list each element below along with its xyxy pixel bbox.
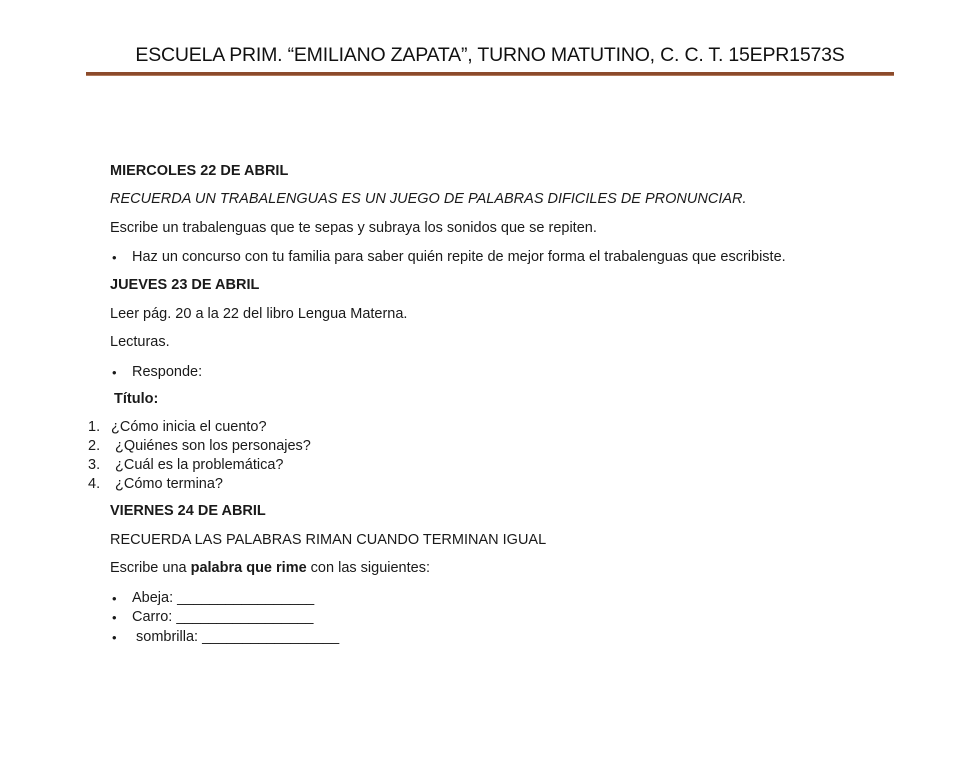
question-text: ¿Cuál es la problemática? [115,457,284,473]
instruction-post: con las siguientes: [306,560,430,576]
header-divider [86,72,894,76]
wednesday-bullet-text: Haz un concurso con tu familia para saber quién repite de mejor forma el trabalenguas que escribiste. [132,249,786,265]
thursday-bullet-text: Responde: [132,364,203,380]
question-number: 3. [88,457,101,473]
question-text: ¿Cómo inicia el cuento? [111,419,267,435]
friday-title: VIERNES 24 DE ABRIL [110,503,266,519]
question-text: ¿Cómo termina? [115,476,223,492]
school-header: ESCUELA PRIM. “EMILIANO ZAPATA”, TURNO MATUTINO, C. C. T. 15EPR1573S [135,44,845,66]
question-number: 2. [88,438,101,454]
friday-reminder: RECUERDA LAS PALABRAS RIMAN CUANDO TERMINAN IGUAL [110,532,547,548]
friday-instruction [110,560,430,576]
bullet-marker: • [112,610,117,625]
rhyme-item: Carro: _________________ [132,609,314,625]
wednesday-reminder: RECUERDA UN TRABALENGUAS ES UN JUEGO DE PALABRAS DIFICILES DE PRONUNCIAR. [110,191,747,207]
thursday-title: JUEVES 23 DE ABRIL [110,277,260,293]
rhyme-item: Abeja: _________________ [132,590,315,606]
bullet-marker: • [112,630,117,645]
question-number: 4. [88,476,101,492]
wednesday-title: MIERCOLES 22 DE ABRIL [110,163,289,179]
wednesday-instruction: Escribe un trabalenguas que te sepas y subraya los sonidos que se repiten. [110,220,597,236]
bullet-marker: • [112,365,117,380]
instruction-pre: Escribe una [110,560,191,576]
question-text: ¿Quiénes son los personajes? [115,438,311,454]
bullet-marker: • [112,591,117,606]
titulo-label: Título: [114,391,159,407]
bullet-marker: • [112,250,117,265]
rhyme-item: sombrilla: _________________ [136,629,340,645]
question-number: 1. [88,419,101,435]
instruction-bold: palabra que rime [190,560,307,576]
thursday-lecturas: Lecturas. [110,334,170,350]
thursday-reading: Leer pág. 20 a la 22 del libro Lengua Materna. [110,306,408,322]
